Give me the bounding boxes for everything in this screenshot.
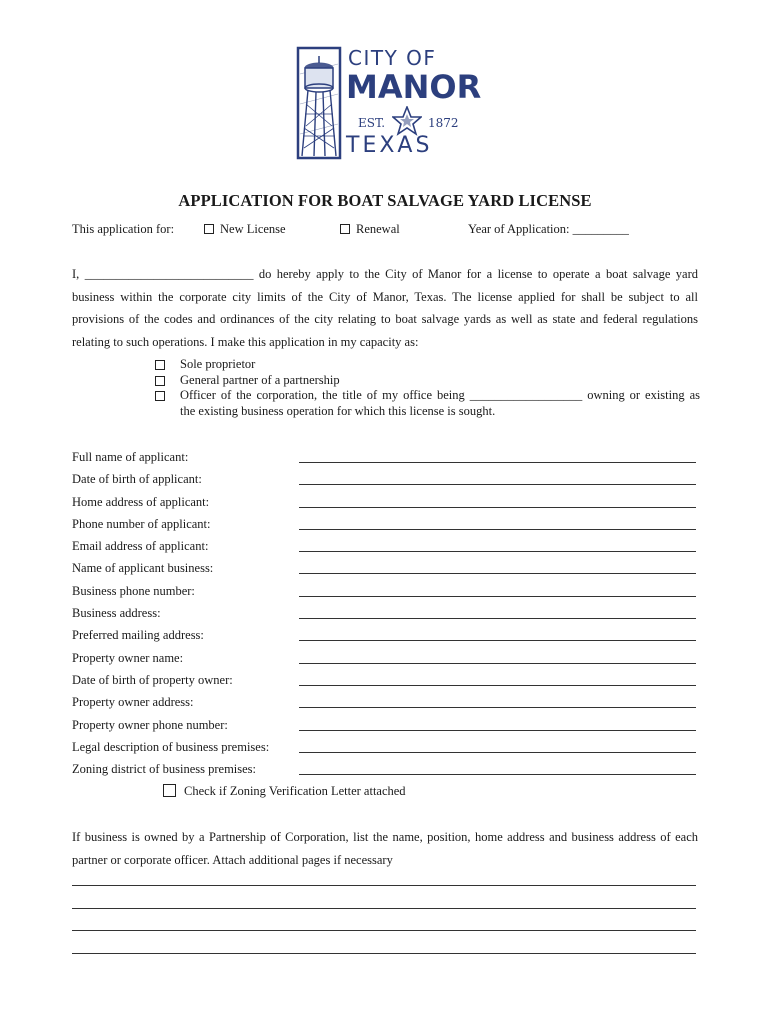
field-input-line[interactable]	[299, 730, 696, 731]
renewal-label: Renewal	[356, 222, 400, 236]
field-input-line[interactable]	[299, 596, 696, 597]
field-row	[72, 559, 698, 581]
field-row	[72, 760, 698, 782]
field-label: Business phone number:	[72, 583, 195, 598]
partner-entry-line[interactable]	[72, 953, 696, 954]
field-label: Date of birth of property owner:	[72, 672, 233, 687]
intro-line-2: business within the corporate city limits of the City of Manor, Texas. The license applied for shall be subject to all	[72, 290, 698, 304]
applicant-fields	[72, 448, 698, 782]
field-label: Full name of applicant:	[72, 450, 189, 464]
field-label: Business address:	[72, 606, 161, 621]
field-input-line[interactable]	[299, 507, 696, 508]
field-row	[72, 582, 698, 604]
logo-texas: TEXAS	[346, 133, 433, 158]
partners-line-2: partner or corporate officer. Attach additional pages if necessary	[72, 852, 393, 867]
capacity-option-officer[interactable]	[155, 388, 700, 419]
field-row	[72, 470, 698, 492]
field-input-line[interactable]	[299, 663, 696, 664]
city-of-manor-logo	[292, 44, 482, 164]
field-row	[72, 738, 698, 760]
sole-proprietor-checkbox[interactable]	[155, 360, 165, 370]
field-row	[72, 626, 698, 648]
field-input-line[interactable]	[299, 573, 696, 574]
field-label: Name of applicant business:	[72, 561, 214, 576]
field-input-line[interactable]	[299, 551, 696, 552]
zoning-verification-checkbox[interactable]	[163, 784, 176, 797]
intro-line-4: relating to such operations. I make this application in my capacity as:	[72, 335, 419, 349]
field-label: Property owner name:	[72, 650, 184, 665]
field-input-line[interactable]	[299, 484, 696, 485]
general-partner-checkbox[interactable]	[155, 376, 165, 386]
officer-label-line-2: the existing business operation for which this license is sought.	[180, 403, 496, 418]
new-license-option[interactable]	[204, 222, 286, 237]
field-row	[72, 649, 698, 671]
logo-city-of: CITY OF	[348, 46, 437, 70]
field-input-line[interactable]	[299, 529, 696, 530]
field-input-line[interactable]	[299, 752, 696, 753]
field-input-line[interactable]	[299, 707, 696, 708]
field-label: Property owner phone number:	[72, 717, 228, 732]
field-label: Phone number of applicant:	[72, 516, 211, 531]
field-row	[72, 716, 698, 738]
renewal-option[interactable]	[340, 222, 400, 237]
capacity-options	[155, 357, 700, 419]
field-row	[72, 493, 698, 515]
field-input-line[interactable]	[299, 685, 696, 686]
field-label: Home address of applicant:	[72, 494, 210, 509]
field-input-line[interactable]	[299, 640, 696, 641]
sole-proprietor-label: Sole proprietor	[180, 357, 256, 371]
zoning-verification-label: Check if Zoning Verification Letter attached	[184, 784, 406, 798]
partners-instructions	[72, 826, 698, 871]
officer-checkbox[interactable]	[155, 391, 165, 401]
partners-line-1: If business is owned by a Partnership of Corporation, list the name, position, home address and business address of each	[72, 830, 698, 844]
intro-line-3: provisions of the codes and ordinances of the city relating to boat salvage yards as well as state and federal regulations	[72, 312, 698, 326]
field-row	[72, 537, 698, 559]
field-input-line[interactable]	[299, 774, 696, 775]
partner-entry-line[interactable]	[72, 908, 696, 909]
year-of-application-field[interactable]: Year of Application: _________	[468, 222, 629, 236]
field-row	[72, 671, 698, 693]
logo-year: 1872	[428, 116, 459, 130]
capacity-option-sole-proprietor[interactable]	[155, 357, 700, 373]
form-title: APPLICATION FOR BOAT SALVAGE YARD LICENSE	[178, 191, 592, 210]
field-label: Preferred mailing address:	[72, 628, 204, 643]
renewal-checkbox[interactable]	[340, 224, 350, 234]
capacity-option-general-partner[interactable]	[155, 373, 700, 389]
field-row	[72, 448, 698, 470]
field-label: Legal description of business premises:	[72, 739, 270, 754]
new-license-label: New License	[220, 222, 286, 236]
star-icon	[392, 106, 422, 136]
zoning-verification-option[interactable]	[163, 784, 406, 799]
field-row	[72, 693, 698, 715]
field-label: Date of birth of applicant:	[72, 472, 202, 487]
officer-label-line-1: Officer of the corporation, the title of my office being __________________ owning or existing as	[180, 388, 700, 402]
field-input-line[interactable]	[299, 618, 696, 619]
intro-line-1: I, ___________________________ do hereby apply to the City of Manor for a license to operate a boat salvage yard	[72, 267, 698, 281]
field-label: Email address of applicant:	[72, 539, 209, 554]
field-row	[72, 515, 698, 537]
partner-entry-line[interactable]	[72, 885, 696, 886]
field-label: Property owner address:	[72, 695, 194, 710]
general-partner-label: General partner of a partnership	[180, 372, 340, 387]
new-license-checkbox[interactable]	[204, 224, 214, 234]
application-for-label: This application for:	[72, 222, 175, 236]
field-label: Zoning district of business premises:	[72, 762, 257, 777]
field-input-line[interactable]	[299, 462, 696, 463]
logo-manor: MANOR	[346, 68, 482, 106]
partner-entry-line[interactable]	[72, 930, 696, 931]
field-row	[72, 604, 698, 626]
logo-est: EST.	[358, 116, 386, 130]
